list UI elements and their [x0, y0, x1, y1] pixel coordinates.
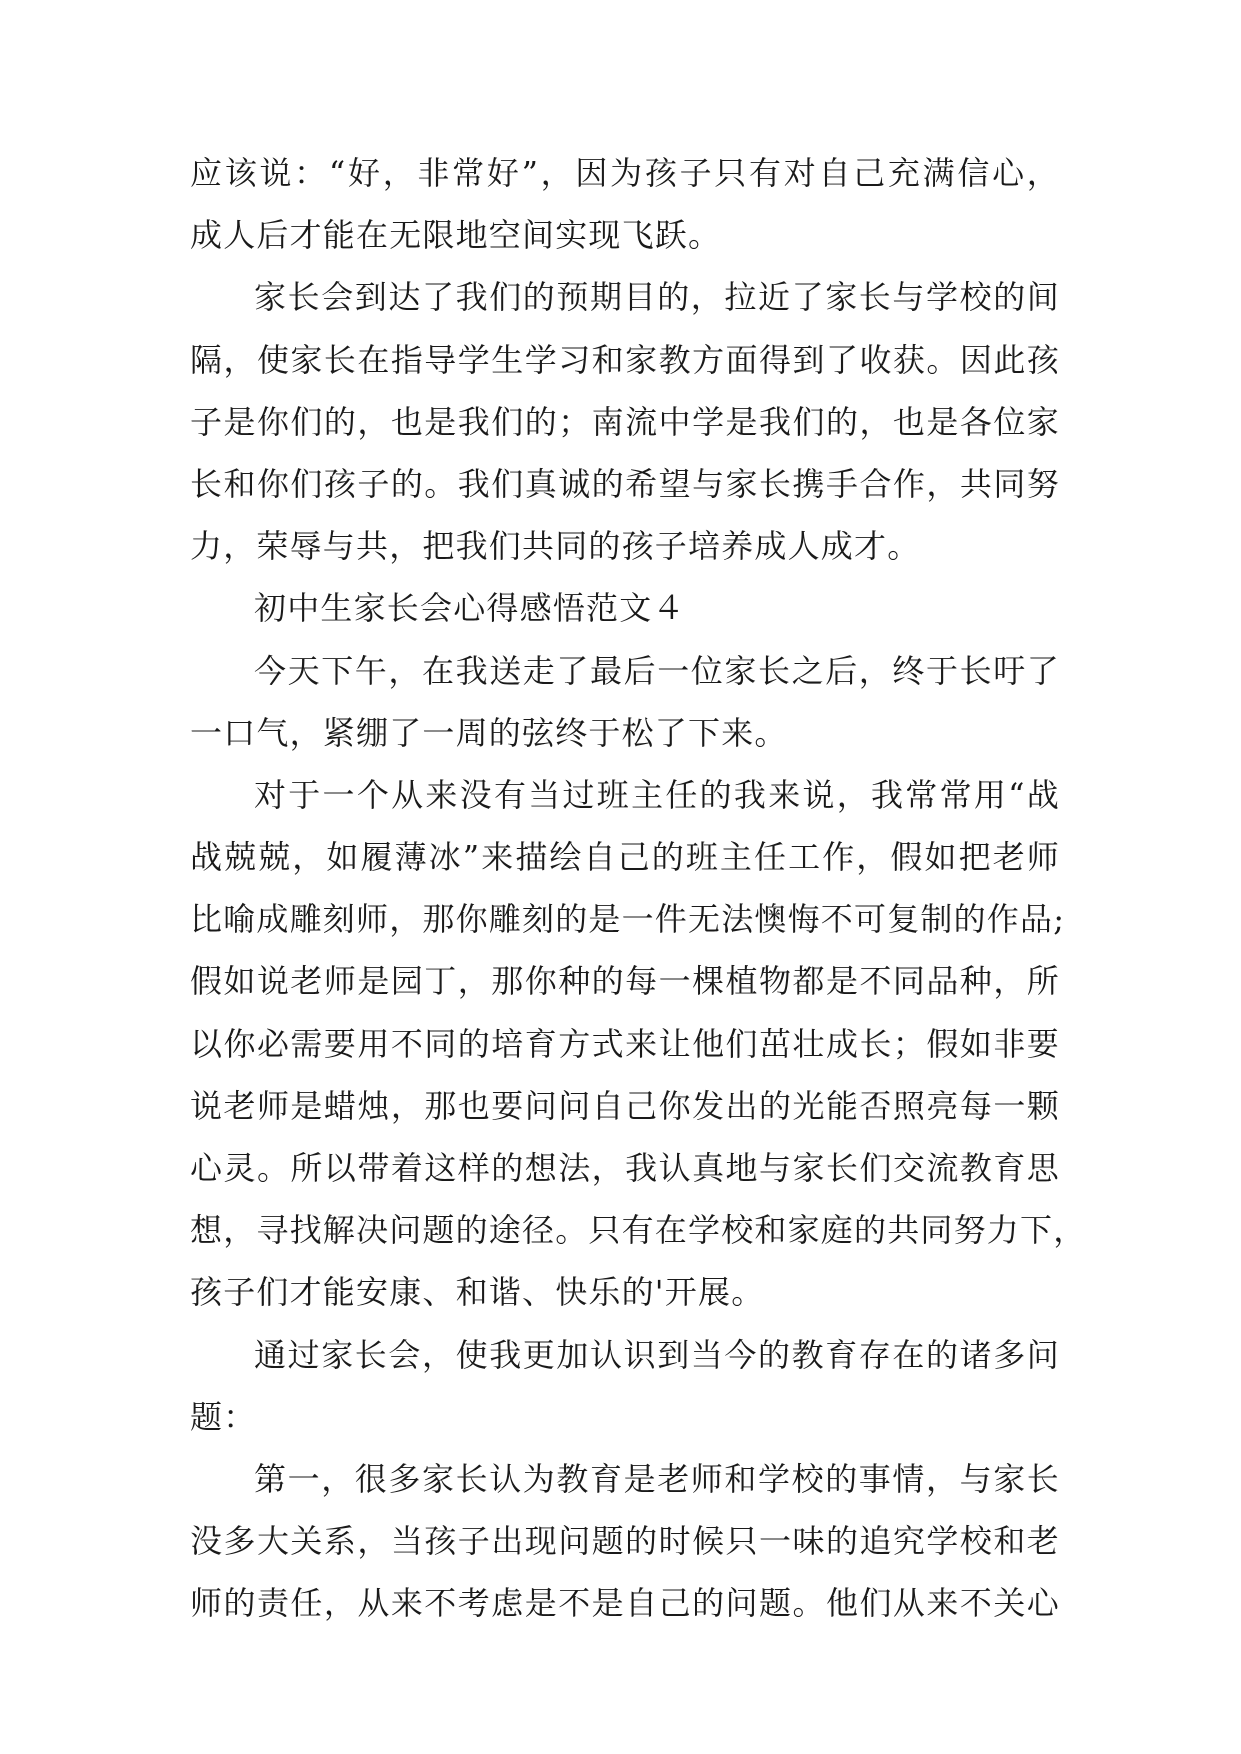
- text-line: 说老师是蜡烛，那也要问问自己你发出的光能否照亮每一颗: [190, 1086, 1060, 1125]
- text-line: 以你必需要用不同的培育方式来让他们茁壮成长；假如非要: [190, 1024, 1060, 1063]
- text-line: 想，寻找解决问题的途径。只有在学校和家庭的共同努力下，: [190, 1211, 1087, 1250]
- text-line: 今天下午，在我送走了最后一位家长之后，终于长吁了: [254, 651, 1060, 690]
- text-line: 长和你们孩子的。我们真诚的希望与家长携手合作，共同努: [190, 464, 1060, 503]
- text-line: 没多大关系，当孩子出现问题的时候只一味的追究学校和老: [190, 1522, 1060, 1561]
- text-line: 隔，使家长在指导学生学习和家教方面得到了收获。因此孩: [190, 340, 1060, 379]
- text-line: 战兢兢，如履薄冰”来描绘自己的班主任工作，假如把老师: [190, 838, 1060, 877]
- text-line: 家长会到达了我们的预期目的，拉近了家长与学校的间: [254, 278, 1060, 317]
- text-line: 心灵。所以带着这样的想法，我认真地与家长们交流教育思: [190, 1149, 1060, 1187]
- text-line: 子是你们的，也是我们的；南流中学是我们的，也是各位家: [190, 402, 1060, 441]
- text-line: 孩子们才能安康、和谐、快乐的'开展。: [190, 1273, 765, 1312]
- text-line: 一口气，紧绷了一周的弦终于松了下来。: [190, 713, 788, 752]
- text-line: 比喻成雕刻师，那你雕刻的是一件无法懊悔不可复制的作品;: [190, 900, 1066, 939]
- text-line: 假如说老师是园丁，那你种的每一棵植物都是不同品种，所: [190, 962, 1060, 1001]
- text-line: 师的责任，从来不考虑是不是自己的问题。他们从来不关心: [190, 1584, 1060, 1623]
- text-line: 对于一个从来没有当过班主任的我来说，我常常用“战: [254, 775, 1060, 814]
- text-line: 初中生家长会心得感悟范文４: [254, 589, 686, 628]
- text-line: 题：: [190, 1397, 257, 1436]
- text-line: 应该说：“好，非常好”，因为孩子只有对自己充满信心，: [190, 154, 1060, 192]
- text-line: 力，荣辱与共，把我们共同的孩子培养成人成才。: [190, 527, 921, 566]
- text-line: 通过家长会，使我更加认识到当今的教育存在的诸多问: [254, 1335, 1060, 1374]
- text-line: 成人后才能在无限地空间实现飞跃。: [190, 216, 722, 255]
- document-body: [190, 142, 1087, 1635]
- text-line: 第一，很多家长认为教育是老师和学校的事情，与家长: [254, 1459, 1060, 1498]
